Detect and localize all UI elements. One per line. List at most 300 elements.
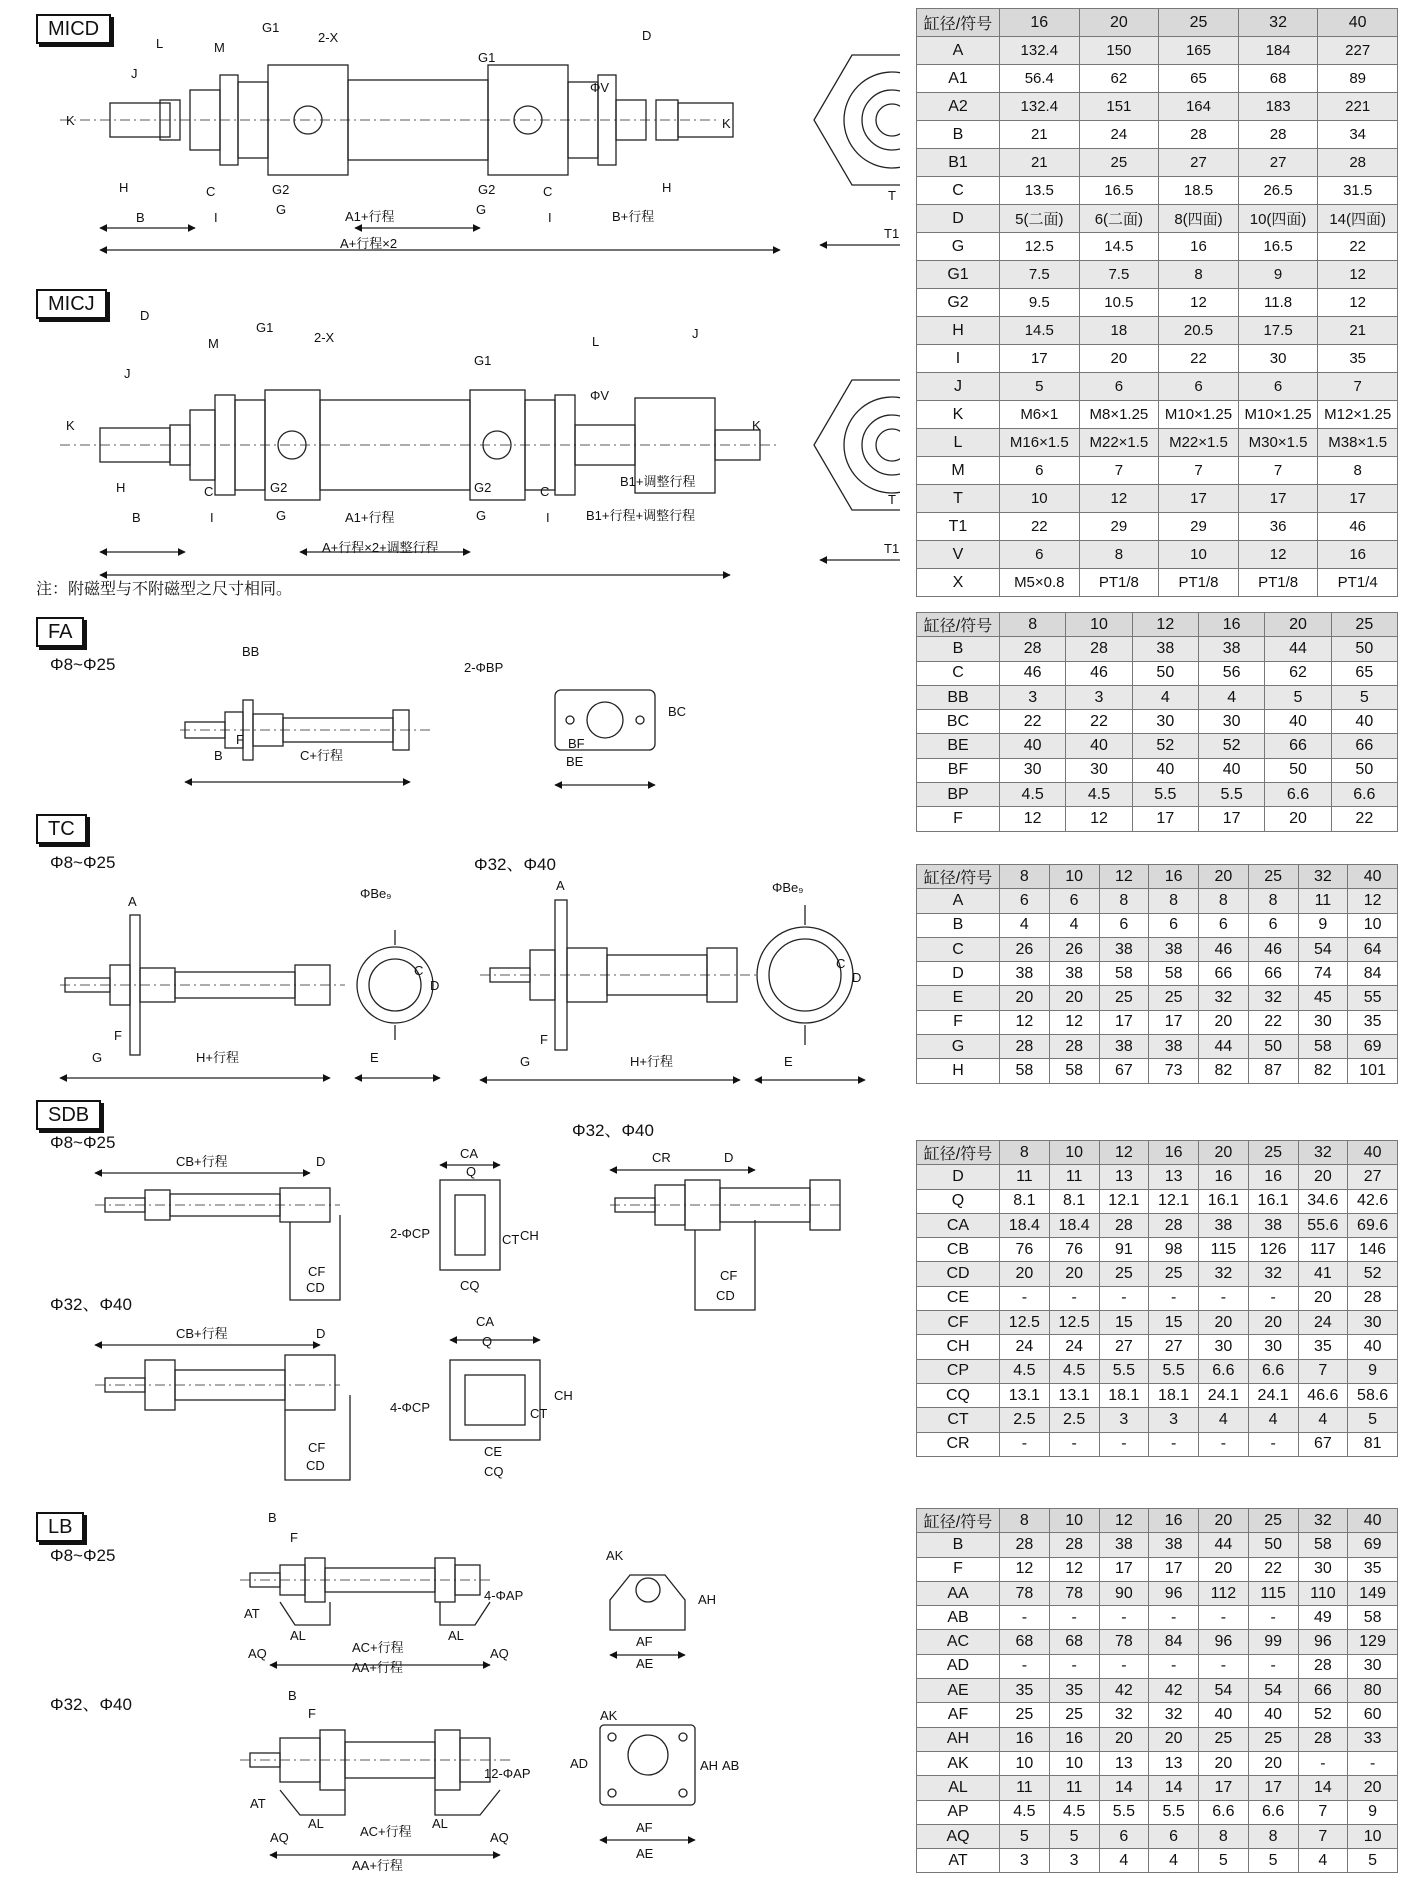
lb-dim-label: F (308, 1706, 316, 1721)
table-cell: 81 (1348, 1432, 1398, 1456)
table-cell: 40 (1199, 1703, 1249, 1727)
table-cell: 8 (1248, 889, 1298, 913)
table-cell: 20 (1348, 1776, 1398, 1800)
micj-dim-label: I (546, 510, 550, 525)
table-cell: 5(二面) (1000, 205, 1080, 233)
table-cell: 18.4 (1049, 1213, 1099, 1237)
table-row (917, 1581, 1398, 1605)
table-cell: 164 (1159, 93, 1239, 121)
table-cell: 60 (1348, 1703, 1398, 1727)
sdb-dim-label: CF (308, 1264, 326, 1279)
lb-dim-label: AL (290, 1628, 306, 1643)
table-header-cell: 25 (1248, 1141, 1298, 1165)
table-cell: 46 (1000, 661, 1066, 685)
table-cell: 38 (1198, 637, 1264, 661)
table-header-cell: 25 (1248, 1509, 1298, 1533)
micj-dim-label: 2-X (314, 330, 335, 345)
micd-dimension-table (916, 8, 1398, 597)
table-cell: PT1/8 (1079, 569, 1159, 597)
table-cell: 68 (1238, 65, 1318, 93)
table-row-symbol: H (917, 317, 1000, 345)
table-cell: 12 (1318, 261, 1398, 289)
table-cell: - (1149, 1606, 1199, 1630)
micd-dim-label: C (543, 184, 553, 199)
table-cell: 65 (1331, 661, 1397, 685)
micd-dim-label: T (888, 188, 896, 203)
table-cell: 5 (1000, 1824, 1050, 1848)
table-row-symbol: AB (917, 1606, 1000, 1630)
lb-dim-label: AQ (490, 1830, 509, 1845)
fa-dim-label: C+行程 (300, 748, 343, 763)
table-cell: 6 (1079, 373, 1159, 401)
table-cell: - (1000, 1606, 1050, 1630)
sdb-dim-label: CF (308, 1440, 326, 1455)
table-row (917, 1335, 1398, 1359)
table-cell: 11 (1049, 1165, 1099, 1189)
table-cell: 3 (1099, 1408, 1149, 1432)
table-cell: M12×1.25 (1318, 401, 1398, 429)
sdb-dim-label: 4-ΦCP (390, 1400, 430, 1415)
sdb-dim-label: CH (554, 1388, 573, 1403)
table-cell: 4.5 (1049, 1359, 1099, 1383)
table-header-cell: 25 (1331, 613, 1397, 637)
micj-end-view (814, 380, 900, 560)
table-row-symbol: A (917, 889, 1000, 913)
table-cell: 7 (1298, 1359, 1348, 1383)
table-cell: 6.6 (1199, 1800, 1249, 1824)
table-row (917, 149, 1398, 177)
table-cell: 38 (1248, 1213, 1298, 1237)
table-cell: M22×1.5 (1079, 429, 1159, 457)
table-cell: - (1149, 1432, 1199, 1456)
table-row (917, 205, 1398, 233)
table-cell: 28 (1066, 637, 1132, 661)
sdb-dim-label: CQ (460, 1278, 480, 1293)
micj-dim-label: H (116, 480, 126, 495)
lb-dim-label: AL (448, 1628, 464, 1643)
table-cell: 4.5 (1000, 1359, 1050, 1383)
table-cell: 65 (1159, 65, 1239, 93)
table-cell: 8.1 (1049, 1189, 1099, 1213)
table-cell: 18.1 (1149, 1383, 1199, 1407)
lb-dim-label: AC+行程 (360, 1824, 412, 1839)
table-cell: 32 (1099, 1703, 1149, 1727)
table-cell: 21 (1000, 149, 1080, 177)
table-cell: 101 (1348, 1059, 1398, 1083)
table-cell: 10 (1348, 1824, 1398, 1848)
table-cell: 22 (1248, 1557, 1298, 1581)
table-row-symbol: L (917, 429, 1000, 457)
table-cell: 30 (1298, 1010, 1348, 1034)
table-row (917, 986, 1398, 1010)
table-row (917, 889, 1398, 913)
table-cell: 165 (1159, 37, 1239, 65)
table-cell: 4.5 (1066, 783, 1132, 807)
table-cell: 42.6 (1348, 1189, 1398, 1213)
fa-dim-label: 2-ΦBP (464, 660, 504, 675)
table-cell: 12 (1238, 541, 1318, 569)
table-header-cell: 20 (1265, 613, 1331, 637)
table-cell: 16 (1000, 1727, 1050, 1751)
table-cell: - (1049, 1432, 1099, 1456)
table-row-symbol: BC (917, 710, 1000, 734)
table-cell: 12 (1079, 485, 1159, 513)
table-header-cell: 10 (1066, 613, 1132, 637)
table-cell: 16 (1049, 1727, 1099, 1751)
table-cell: 10 (1000, 1751, 1050, 1775)
table-row-symbol: J (917, 373, 1000, 401)
table-cell: - (1348, 1751, 1398, 1775)
table-header-cell: 8 (1000, 1509, 1050, 1533)
table-cell: 5.5 (1198, 783, 1264, 807)
table-cell: 17 (1199, 1776, 1249, 1800)
table-row-symbol: D (917, 1165, 1000, 1189)
micj-dim-label: J (692, 326, 699, 341)
table-header-cell: 25 (1159, 9, 1239, 37)
table-cell: 40 (1331, 710, 1397, 734)
table-cell: 221 (1318, 93, 1398, 121)
micj-dim-label: J (124, 366, 131, 381)
table-cell: 6 (1149, 913, 1199, 937)
table-cell: 96 (1199, 1630, 1249, 1654)
table-cell: 17 (1132, 807, 1198, 831)
table-cell: 132.4 (1000, 37, 1080, 65)
lb-dim-label: AA+行程 (352, 1858, 403, 1873)
table-cell: M16×1.5 (1000, 429, 1080, 457)
table-row (917, 758, 1398, 782)
table-header-cell: 32 (1298, 1509, 1348, 1533)
table-cell: - (1248, 1654, 1298, 1678)
table-cell: 11 (1049, 1776, 1099, 1800)
table-cell: 28 (1000, 637, 1066, 661)
table-row (917, 1262, 1398, 1286)
table-header-cell: 缸径/符号 (917, 865, 1000, 889)
table-row-symbol: B (917, 121, 1000, 149)
tc-dimension-table (916, 864, 1398, 1084)
table-cell: 38 (1199, 1213, 1249, 1237)
table-row (917, 1679, 1398, 1703)
table-cell: 6.6 (1248, 1359, 1298, 1383)
lb-dimension-labels (244, 1510, 739, 1873)
table-row-symbol: BB (917, 685, 1000, 709)
lb-dim-label: AB (722, 1758, 740, 1773)
micd-dim-label: J (131, 66, 138, 81)
table-cell: 20 (1049, 1262, 1099, 1286)
table-cell: 11 (1000, 1165, 1050, 1189)
table-row (917, 1286, 1398, 1310)
table-cell: 69.6 (1348, 1213, 1398, 1237)
sdb-range2-label: Φ32、Φ40 (572, 1121, 654, 1140)
table-row (917, 485, 1398, 513)
sdb-dim-label: CA (476, 1314, 495, 1329)
table-row (917, 1727, 1398, 1751)
table-row-symbol: BF (917, 758, 1000, 782)
sdb-dim-label: CD (306, 1280, 325, 1295)
table-cell: 66 (1248, 962, 1298, 986)
fa-dim-label: B (214, 748, 223, 763)
table-row (917, 401, 1398, 429)
table-cell: 40 (1000, 734, 1066, 758)
table-cell: 22 (1000, 513, 1080, 541)
micd-dim-label: L (156, 36, 164, 51)
table-cell: 9 (1238, 261, 1318, 289)
table-cell: 46 (1066, 661, 1132, 685)
table-cell: 115 (1199, 1238, 1249, 1262)
sdb-dim-label: Q (466, 1164, 477, 1179)
table-cell: 76 (1049, 1238, 1099, 1262)
table-row-symbol: B1 (917, 149, 1000, 177)
table-row-symbol: H (917, 1059, 1000, 1083)
lb-dimension-table (916, 1508, 1398, 1873)
sdb-dim-label: D (316, 1326, 326, 1341)
table-cell: - (1000, 1654, 1050, 1678)
table-cell: 3 (1000, 685, 1066, 709)
table-cell: 5 (1265, 685, 1331, 709)
table-header-cell: 缸径/符号 (917, 1141, 1000, 1165)
table-cell: 44 (1265, 637, 1331, 661)
table-header-cell: 缸径/符号 (917, 9, 1000, 37)
table-cell: 12 (1049, 1010, 1099, 1034)
table-cell: 20 (1000, 986, 1050, 1010)
micj-dim-label: G1 (256, 320, 274, 335)
lb-dim-label: AQ (248, 1646, 267, 1661)
table-cell: 15 (1149, 1311, 1199, 1335)
table-cell: 20.5 (1159, 317, 1239, 345)
table-cell: 80 (1348, 1679, 1398, 1703)
table-cell: M10×1.25 (1159, 401, 1239, 429)
tc-range2-label: Φ32、Φ40 (474, 855, 556, 874)
table-cell: 4.5 (1049, 1800, 1099, 1824)
table-cell: - (1099, 1286, 1149, 1310)
micj-dim-label: G (476, 508, 487, 523)
table-cell: 10(四面) (1238, 205, 1318, 233)
table-row (917, 1035, 1398, 1059)
table-cell: 20 (1079, 345, 1159, 373)
table-cell: 28 (1238, 121, 1318, 149)
lb-dim-label: AK (606, 1548, 624, 1563)
table-row (917, 1557, 1398, 1581)
table-cell: 52 (1348, 1262, 1398, 1286)
lb-dim-label: AE (636, 1846, 654, 1861)
fa-dimension-table (916, 612, 1398, 832)
table-cell: 50 (1331, 758, 1397, 782)
tc-dim-label: ΦBe₉ (360, 886, 392, 901)
table-header-row (917, 613, 1398, 637)
table-row-symbol: G (917, 233, 1000, 261)
table-cell: 12.5 (1000, 233, 1080, 261)
table-cell: 7 (1159, 457, 1239, 485)
table-cell: 90 (1099, 1581, 1149, 1605)
table-header-cell: 10 (1049, 1509, 1099, 1533)
table-cell: 78 (1049, 1581, 1099, 1605)
tc-range-label: Φ8~Φ25 (50, 853, 116, 872)
note-text: 注：附磁型与不附磁型之尺寸相同。 (36, 579, 293, 598)
table-cell: 22 (1000, 710, 1066, 734)
table-header-cell: 16 (1000, 9, 1080, 37)
table-cell: 7.5 (1000, 261, 1080, 289)
table-cell: 34.6 (1298, 1189, 1348, 1213)
table-row (917, 637, 1398, 661)
table-cell: 44 (1199, 1035, 1249, 1059)
lb-dim-label: 12-ΦAP (484, 1766, 531, 1781)
table-row-symbol: CF (917, 1311, 1000, 1335)
table-cell: M22×1.5 (1159, 429, 1239, 457)
table-cell: 15 (1099, 1311, 1149, 1335)
fa-range-label: Φ8~Φ25 (50, 655, 116, 674)
table-cell: 40 (1132, 758, 1198, 782)
table-cell: 32 (1149, 1703, 1199, 1727)
table-cell: 20 (1049, 986, 1099, 1010)
table-cell: 54 (1199, 1679, 1249, 1703)
fa-dim-label: BF (568, 736, 585, 751)
table-cell: 20 (1199, 1311, 1249, 1335)
table-cell: 55.6 (1298, 1213, 1348, 1237)
lb-dim-label: AT (250, 1796, 266, 1811)
micj-dim-label: K (66, 418, 75, 433)
table-row-symbol: T (917, 485, 1000, 513)
section-tag-lb: LB (36, 1512, 84, 1542)
sdb-dim-label: D (724, 1150, 734, 1165)
table-cell: 40 (1066, 734, 1132, 758)
table-cell: 17 (1099, 1557, 1149, 1581)
table-cell: 5 (1348, 1849, 1398, 1873)
table-cell: 74 (1298, 962, 1348, 986)
table-cell: 46.6 (1298, 1383, 1348, 1407)
micj-dim-label: B1+调整行程 (620, 474, 696, 489)
sdb-dim-label: CD (716, 1288, 735, 1303)
lb-dim-label: AQ (490, 1646, 509, 1661)
table-cell: 16.1 (1248, 1189, 1298, 1213)
table-cell: 5.5 (1149, 1359, 1199, 1383)
table-cell: 6 (1199, 913, 1249, 937)
table-cell: 12 (1000, 807, 1066, 831)
table-cell: 25 (1248, 1727, 1298, 1751)
table-row (917, 513, 1398, 541)
lb-range-label: Φ8~Φ25 (50, 1546, 116, 1565)
table-row-symbol: CH (917, 1335, 1000, 1359)
table-cell: 7 (1298, 1824, 1348, 1848)
table-cell: 151 (1079, 93, 1159, 121)
table-cell: 67 (1099, 1059, 1149, 1083)
micd-dim-label: G (276, 202, 287, 217)
table-cell: 6(二面) (1079, 205, 1159, 233)
table-cell: 27 (1149, 1335, 1199, 1359)
table-cell: 184 (1238, 37, 1318, 65)
table-cell: 14 (1149, 1776, 1199, 1800)
micd-dim-label: ΦV (590, 80, 610, 95)
table-cell: 14.5 (1079, 233, 1159, 261)
tc-dim-label: C (414, 963, 424, 978)
micd-dim-label: M (214, 40, 225, 55)
table-cell: 8 (1149, 889, 1199, 913)
table-cell: 69 (1348, 1035, 1398, 1059)
table-header-cell: 8 (1000, 865, 1050, 889)
table-cell: 99 (1248, 1630, 1298, 1654)
micj-dim-label: B (132, 510, 141, 525)
table-cell: 12 (1066, 807, 1132, 831)
table-row (917, 317, 1398, 345)
table-cell: 24 (1298, 1311, 1348, 1335)
table-cell: 8.1 (1000, 1189, 1050, 1213)
table-cell: 82 (1199, 1059, 1249, 1083)
table-cell: 36 (1238, 513, 1318, 541)
table-cell: 16 (1199, 1165, 1249, 1189)
tc-dim-label: G (520, 1054, 531, 1069)
table-cell: 58.6 (1348, 1383, 1398, 1407)
table-row-symbol: C (917, 937, 1000, 961)
sdb-dim-label: CH (520, 1228, 539, 1243)
table-cell: - (1248, 1286, 1298, 1310)
micj-dim-label: T (888, 492, 896, 507)
table-cell: 5 (1348, 1408, 1398, 1432)
lb-dim-label: AH (700, 1758, 719, 1773)
table-cell: 10 (1049, 1751, 1099, 1775)
micd-dim-label: A1+行程 (345, 209, 395, 224)
table-cell: 115 (1248, 1581, 1298, 1605)
lb-range2-label: Φ32、Φ40 (50, 1695, 132, 1714)
table-cell: 35 (1348, 1557, 1398, 1581)
lb-dim-label: AC+行程 (352, 1640, 404, 1655)
tc-dim-label: E (370, 1050, 379, 1065)
table-cell: 20 (1298, 1165, 1348, 1189)
table-cell: 52 (1298, 1703, 1348, 1727)
table-header-cell: 25 (1248, 865, 1298, 889)
table-cell: 20 (1199, 1557, 1249, 1581)
table-row (917, 373, 1398, 401)
table-row-symbol: AL (917, 1776, 1000, 1800)
table-cell: 9 (1348, 1359, 1398, 1383)
table-cell: 49 (1298, 1606, 1348, 1630)
sdb-dim-label: CA (460, 1146, 479, 1161)
table-row-symbol: AT (917, 1849, 1000, 1873)
table-cell: 4.5 (1000, 783, 1066, 807)
tc-drawing-large (480, 900, 865, 1080)
table-cell: 96 (1149, 1581, 1199, 1605)
table-row-symbol: CQ (917, 1383, 1000, 1407)
table-cell: 30 (1199, 1335, 1249, 1359)
table-cell: 14.5 (1000, 317, 1080, 345)
table-header-cell: 16 (1149, 865, 1199, 889)
table-row (917, 1776, 1398, 1800)
table-cell: 7 (1298, 1800, 1348, 1824)
table-cell: - (1248, 1432, 1298, 1456)
sdb-dim-label: CF (720, 1268, 738, 1283)
table-cell: 66 (1265, 734, 1331, 758)
table-cell: 13 (1099, 1751, 1149, 1775)
table-cell: 27 (1238, 149, 1318, 177)
table-cell: 67 (1298, 1432, 1348, 1456)
table-header-cell: 16 (1198, 613, 1264, 637)
table-header-cell: 20 (1199, 1509, 1249, 1533)
table-row (917, 1359, 1398, 1383)
lb-dim-label: F (290, 1530, 298, 1545)
micd-dim-label: 2-X (318, 30, 339, 45)
section-tag-micd: MICD (36, 14, 111, 44)
table-cell: 21 (1318, 317, 1398, 345)
sdb-range-label: Φ8~Φ25 (50, 1133, 116, 1152)
table-cell: - (1149, 1654, 1199, 1678)
table-cell: 26 (1049, 937, 1099, 961)
table-cell: 3 (1049, 1849, 1099, 1873)
micj-dim-label: K (752, 418, 761, 433)
table-cell: M38×1.5 (1318, 429, 1398, 457)
table-cell: 13 (1099, 1165, 1149, 1189)
micj-dim-label: D (140, 308, 150, 323)
micd-dim-label: G (476, 202, 487, 217)
table-row (917, 1606, 1398, 1630)
table-row (917, 37, 1398, 65)
table-cell: - (1049, 1654, 1099, 1678)
